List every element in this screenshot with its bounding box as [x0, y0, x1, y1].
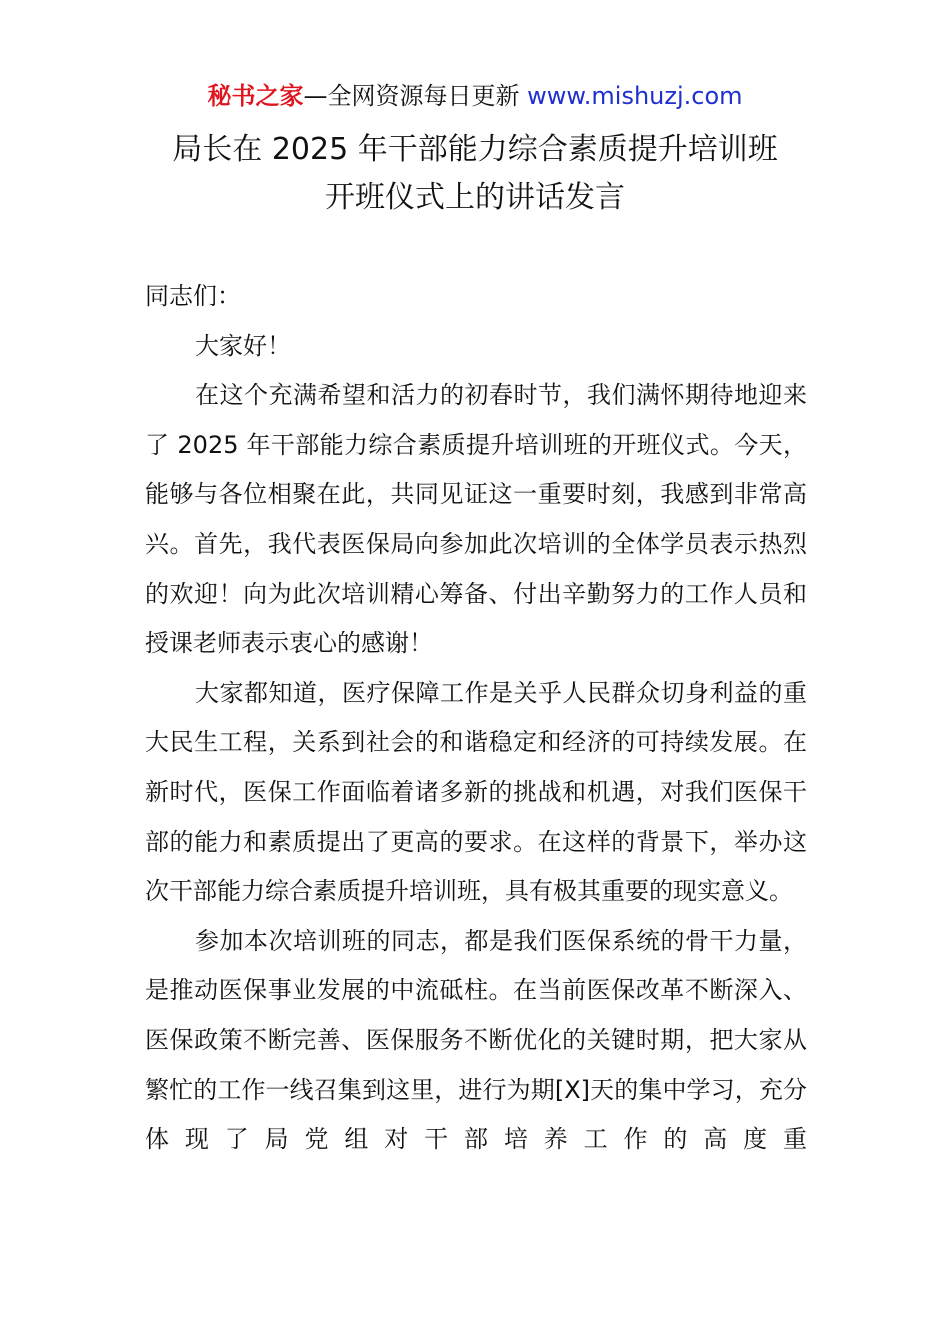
document-title-line-2: 开班仪式上的讲话发言 — [325, 180, 625, 215]
site-url-link[interactable]: www.mishuzj.com — [527, 82, 743, 110]
site-header — [0, 78, 950, 114]
site-brand: 秘书之家 — [207, 82, 304, 110]
greeting: 大家好！ — [195, 331, 291, 360]
document-body — [145, 272, 807, 1165]
salutation: 同志们： — [145, 282, 241, 310]
document-title-line-1: 局长在 2025 年干部能力综合素质提升培训班 — [172, 132, 778, 167]
site-tagline: —全网资源每日更新 — [303, 82, 528, 110]
body-paragraph: 参加本次培训班的同志，都是我们医保系统的骨干力量，是推动医保事业发展的中流砥柱。在当前医保改革不断深入、医保政策不断完善、医保服务不断优化的关键时期，把大家从繁忙的工作一线召集到这里，进行为期[X]天的集中学习，充分体现了局党组对干部培养工作的高度重 — [145, 926, 807, 1154]
body-paragraph: 大家都知道，医疗保障工作是关乎人民群众切身利益的重大民生工程，关系到社会的和谐稳定和经济的可持续发展。在新时代，医保工作面临着诸多新的挑战和机遇，对我们医保干部的能力和素质提出了更高的要求。在这样的背景下，举办这次干部能力综合素质提升培训班，具有极其重要的现实意义。 — [145, 678, 807, 906]
body-paragraph: 在这个充满希望和活力的初春时节，我们满怀期待地迎来了 2025 年干部能力综合素质提升培训班的开班仪式。今天，能够与各位相聚在此，共同见证这一重要时刻，我感到非常高兴。首先，我代表医保局向参加此次培训的全体学员表示热烈的欢迎！向为此次培训精心筹备、付出辛勤努力的工作人员和授课老师表示衷心的感谢！ — [145, 381, 807, 658]
